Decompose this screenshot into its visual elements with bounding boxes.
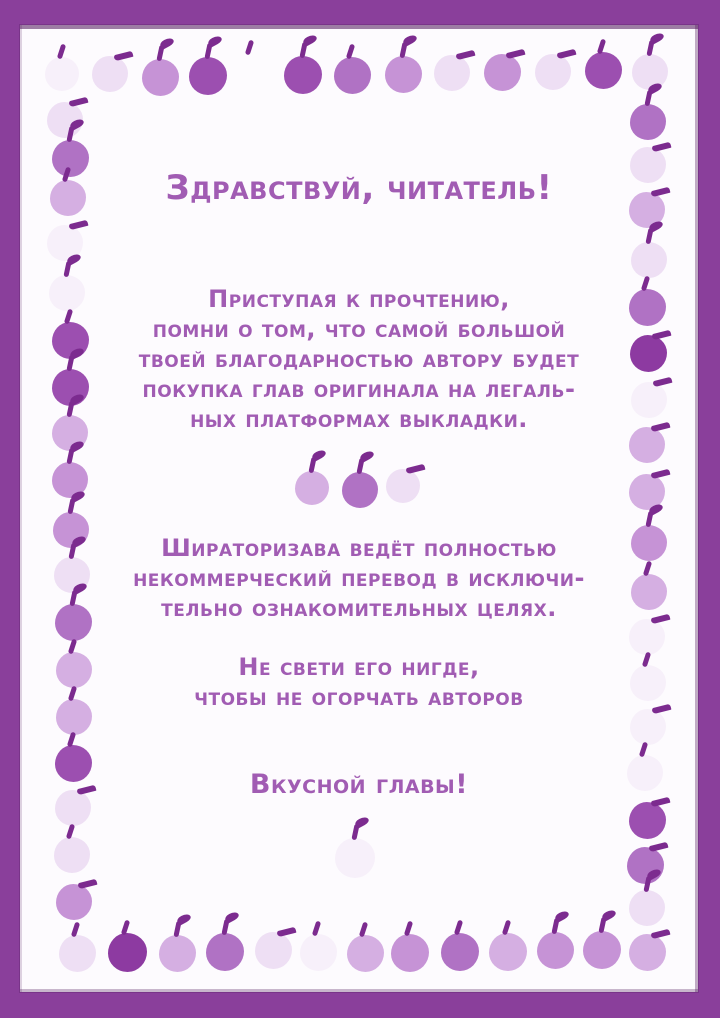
page-title: Здравствуй, читатель!: [165, 168, 553, 208]
apple-decoration: [629, 934, 666, 971]
paragraph-line: твоей благодарностью автору будет: [138, 345, 580, 373]
apple-decoration: [59, 935, 96, 972]
apple-decoration: [583, 931, 621, 969]
apple-decoration: [631, 242, 667, 278]
apple-decoration: [189, 57, 227, 95]
apple-decoration: [284, 56, 322, 94]
apple-decoration: [334, 57, 371, 94]
apple-decoration: [585, 52, 622, 89]
apple-decoration: [108, 933, 147, 972]
paragraph-noncommercial: [20, 533, 698, 623]
apple-decoration: [434, 55, 470, 91]
apple-decoration: [535, 54, 571, 90]
apple-decoration: [300, 934, 337, 971]
paragraph-line: покупка глав оригинала на легаль-: [142, 375, 576, 403]
apple-decoration: [347, 935, 384, 972]
paragraph-line: тельно ознакомительных целях.: [161, 594, 557, 622]
paragraph-do-not-share: [20, 652, 698, 712]
apple-decoration: [385, 56, 422, 93]
apple-decoration: [484, 54, 521, 91]
apple-decoration: [255, 932, 292, 969]
apple-decoration: [342, 472, 378, 508]
paragraph-line: Не свети его нигде,: [238, 653, 480, 681]
apple-decoration: [386, 469, 420, 503]
apple-decoration: [632, 54, 668, 90]
paragraph-line: чтобы не огорчать авторов: [194, 683, 524, 711]
apple-decoration: [629, 619, 665, 655]
paragraph-line: Шираторизава ведёт полностью: [161, 534, 557, 562]
apple-decoration: [335, 838, 375, 878]
apple-decoration: [159, 935, 196, 972]
apple-decoration: [629, 890, 665, 926]
apple-decoration: [627, 847, 664, 884]
apple-decoration: [295, 471, 329, 505]
paragraph-line: некоммерческий перевод в исключи-: [133, 564, 585, 592]
apple-decoration: [206, 933, 244, 971]
apple-decoration: [92, 56, 128, 92]
paragraph-line: ных платформах выкладки.: [190, 405, 528, 433]
apple-decoration: [629, 802, 666, 839]
apple-decoration: [489, 933, 527, 971]
apple-stem-mark: [233, 53, 267, 87]
apple-decoration: [56, 884, 92, 920]
closing-wish: Вкусной главы!: [249, 769, 469, 800]
apple-decoration: [45, 57, 79, 91]
paragraph-support-author: [20, 284, 698, 434]
apple-decoration: [630, 709, 666, 745]
paragraph-line: помни о том, что самой большой: [152, 315, 566, 343]
apple-decoration: [54, 837, 90, 873]
apple-decoration: [391, 934, 429, 972]
paragraph-line: Приступая к прочтению,: [208, 285, 510, 313]
apple-decoration: [142, 59, 179, 96]
apple-decoration: [441, 933, 479, 971]
apple-decoration: [630, 104, 666, 140]
apple-decoration: [537, 932, 574, 969]
